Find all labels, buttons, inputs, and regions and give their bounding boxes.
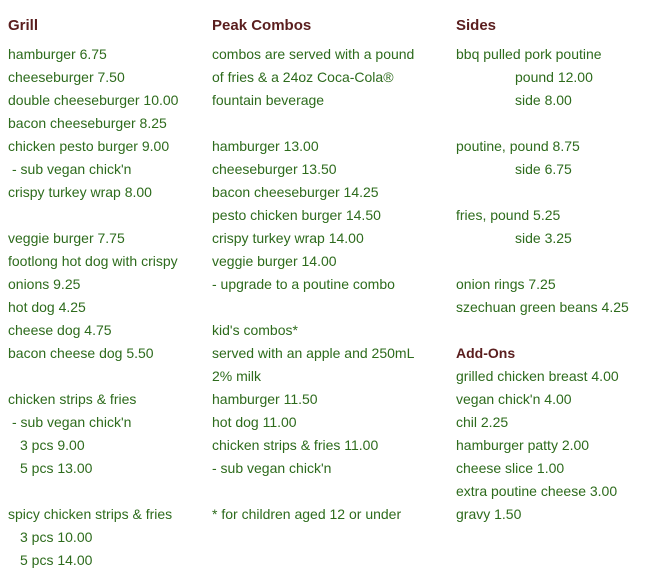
menu-item-line: hamburger patty 2.00 [456,437,590,453]
sides-column [456,14,648,526]
menu-item-line: bacon cheeseburger 14.25 [212,184,379,200]
spacer-line [456,319,648,342]
menu-item-line: - sub vegan chick'n [12,414,132,430]
menu-item-line: bbq pulled pork poutine [456,46,602,62]
menu-item-line: grilled chicken breast 4.00 [456,368,619,384]
menu-item-line: onion rings 7.25 [456,276,556,292]
spacer-line [212,480,452,503]
spacer-line [456,250,648,273]
menu-item-line: hamburger 11.50 [212,391,318,407]
menu-item-line: double cheeseburger 10.00 [8,92,179,108]
menu-item-line: onions 9.25 [8,276,81,292]
combos-item-list [212,43,452,526]
spacer-line [212,296,452,319]
menu-item-line: fries, pound 5.25 [456,207,561,223]
add-ons-heading: Add-Ons [456,345,516,361]
menu-item-line: - sub vegan chick'n [212,460,332,476]
peak-combos-heading: Peak Combos [212,17,312,34]
menu-item-line: 3 pcs 9.00 [20,437,85,453]
menu-item-line: pound 12.00 [515,69,593,85]
menu-item-line: side 6.75 [515,161,572,177]
menu-item-line: side 8.00 [515,92,572,108]
menu-item-line: chicken strips & fries [8,391,137,407]
menu-item-line: spicy chicken strips & fries [8,506,173,522]
spacer-line [8,204,208,227]
menu-item-line: szechuan green beans 4.25 [456,299,629,315]
menu-item-line: cheeseburger 7.50 [8,69,125,85]
grill-column [8,14,208,572]
menu-item-line: hot dog 11.00 [212,414,297,430]
menu-item-line: cheese dog 4.75 [8,322,112,338]
menu-item-line: vegan chick'n 4.00 [456,391,572,407]
menu-item-line: veggie burger 14.00 [212,253,337,269]
grill-heading: Grill [8,17,39,34]
menu-item-line: served with an apple and 250mL [212,345,415,361]
menu-item-line: hot dog 4.25 [8,299,86,315]
menu-item-line: poutine, pound 8.75 [456,138,580,154]
sides-item-list [456,43,648,526]
menu-item-line: chicken strips & fries 11.00 [212,437,379,453]
menu-item-line: extra poutine cheese 3.00 [456,483,618,499]
peak-combos-column [212,14,452,526]
menu-item-line: 5 pcs 13.00 [20,460,93,476]
menu-item-line: footlong hot dog with crispy [8,253,178,269]
spacer-line [8,365,208,388]
menu-item-line: - upgrade to a poutine combo [212,276,395,292]
spacer-line [456,112,648,135]
menu-item-line: hamburger 6.75 [8,46,107,62]
menu-item-line: combos are served with a pound [212,46,415,62]
menu-item-line: 5 pcs 14.00 [20,552,93,568]
menu-item-line: - sub vegan chick'n [12,161,132,177]
menu-item-line: crispy turkey wrap 8.00 [8,184,152,200]
menu-item-line: gravy 1.50 [456,506,522,522]
spacer-line [8,480,208,503]
grill-item-list [8,43,208,572]
menu-item-line: cheese slice 1.00 [456,460,565,476]
menu-item-line: veggie burger 7.75 [8,230,125,246]
sides-heading: Sides [456,17,497,34]
menu-item-line: * for children aged 12 or under [212,506,402,522]
menu-item-line: hamburger 13.00 [212,138,319,154]
menu-item-line: side 3.25 [515,230,572,246]
menu-item-line: 2% milk [212,368,262,384]
menu-item-line: of fries & a 24oz Coca-Cola® [212,69,394,85]
menu-item-line: pesto chicken burger 14.50 [212,207,381,223]
menu-item-line: fountain beverage [212,92,325,108]
menu-item-line: bacon cheeseburger 8.25 [8,115,167,131]
menu-item-line: chicken pesto burger 9.00 [8,138,170,154]
menu-item-line: kid's combos* [212,322,298,338]
menu-item-line: cheeseburger 13.50 [212,161,337,177]
menu-item-line: chil 2.25 [456,414,509,430]
menu-item-line: crispy turkey wrap 14.00 [212,230,364,246]
menu-item-line: bacon cheese dog 5.50 [8,345,154,361]
spacer-line [456,181,648,204]
spacer-line [212,112,452,135]
menu-item-line: 3 pcs 10.00 [20,529,93,545]
